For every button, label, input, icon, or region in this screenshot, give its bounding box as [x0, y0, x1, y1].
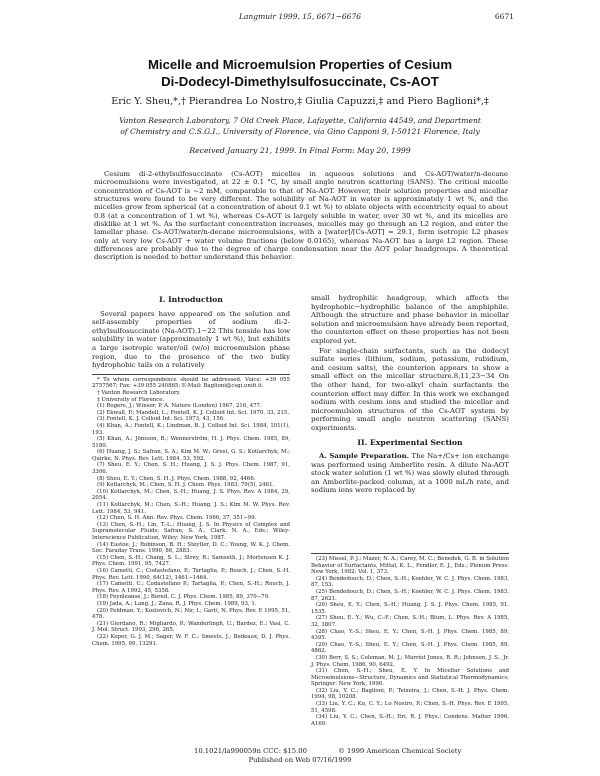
- title-line-2: Di-Dodecyl-Dimethylsulfosuccinate, Cs-AOT: [161, 74, 439, 89]
- footnotes-right: [311, 553, 509, 727]
- reference: (20) Feldman, Y.; Kozlovich, N.; Nir, I.; Garti, N. Phys. Rev. E 1995, 51, 478.: [92, 607, 290, 621]
- reference: (33) Liu, Y. C.; Ku, C. Y.; Lo Nostro, P.; Chen, S.-H. Phys. Rev. E 1995, 51, 4598.: [311, 701, 509, 714]
- reference: (30) Berr, S. S.; Coleman, M. J.; Marriot Jones, R. R.; Johnson, J. S., Jr. J. Phys. Chem. 1986, 90, 6492.: [311, 654, 509, 668]
- footnote: * To whom correspondence should be addressed. Voice: +39 055 2757567; Fax: +39 055 240865; E-Mail: Baglioni@csgi.unifi.it.: [92, 376, 290, 390]
- reference: (6) Huang, J. S.; Safran, S. A.; Kim M. W.; Grest, G. S.; Kotlarchyk, M.; Quirke, N. Phys. Rev. Lett. 1984, 53, 592.: [92, 449, 290, 462]
- reference: (23) Missel, P. J.; Mazer, N. A.; Carey, M. C.; Benedek, G. B. in Solution Behavior of Surfactants, Mittal, K. L., Fendler, E. J., Eds.; Plenum Press: New York, 1982; Vol. 1, 373.: [311, 556, 509, 576]
- intro-continued-paragraph: small hydrophilic headgroup, which affects the hydrophobic−hydrophilic balance of the amphiphile. Although the structure and phase behavior in micellar solution and microemulsion have already been reported, the counterion effect on these properties has not been explored yet.: [311, 294, 509, 345]
- title-line-1: Micelle and Microemulsion Properties of Cesium: [147, 57, 453, 72]
- subsection-title: A. Sample Preparation.: [319, 452, 410, 461]
- affiliation-line-1: Vanton Research Laboratory, 7 Old Creek Place, Lafayette, California 44549, and Department: [119, 116, 481, 125]
- doi-price: 10.1021/la990059n CCC: $15.00: [194, 747, 307, 755]
- reference: (8) Sheu, E. Y.; Chen, S. H. J. Phys. Chem. 1988, 92, 4466.: [97, 475, 256, 482]
- reference: (5) Khan, A.; Jönsson, B.; Wennerström, H. J. Phys. Chem. 1985, 89, 5180.: [92, 436, 290, 449]
- journal-citation: Langmuir 1999, 15, 6671−6676: [238, 12, 362, 21]
- publication-date: Published on Web 07/16/1999: [248, 756, 352, 764]
- page-number: 6671: [494, 12, 514, 21]
- reference: (18) Feynleanse, J.; Bored, C. J. Phys. Chem. 1985, 89, 370−79.: [97, 594, 270, 601]
- reference: (17) Cametti, C.; Codastefano P.; Tartaglia, P.; Chen, S.-H.; Rouch, J. Phys. Rev. A 1992, 45, 5358.: [92, 581, 290, 594]
- left-column: [92, 294, 290, 647]
- reference: (1) Rogers, J.; Winsor, P. A. Nature (London) 1967, 216, 477.: [97, 403, 262, 410]
- affiliation-line-2: of Chemistry and C.S.G.I., University of Florence, via Gino Capponi 9, I-50121 Florence, Italy: [120, 126, 480, 136]
- reference: (12) Chen, S. H. Ann. Rev. Phys. Chem. 1986, 37, 351−99.: [97, 515, 257, 522]
- running-head: [0, 10, 600, 24]
- section-heading-introduction: I. Introduction: [159, 295, 223, 304]
- sample-preparation-text: The Na+/Cs+ ion exchange was performed using Amberlite resin. A dilute Na-AOT stock water solution (1 wt %) was slowly eluted through an Amberlite-packed column, at a 1000 mL/h rate, and sodium ions were replaced by: [311, 452, 509, 495]
- right-column: [311, 294, 509, 496]
- reference: (15) Chen, S.-H.; Chang, S. L.; Strey, R.; Samseth, J.; Mortensen K. J. Phys. Chem. 1991, 95, 7427.: [92, 554, 290, 568]
- article-title: [0, 56, 600, 90]
- footnote: ‡ University of Florence.: [97, 396, 165, 403]
- received-dates: Received January 21, 1999. In Final Form: May 20, 1999: [189, 146, 411, 155]
- reference: (26) Sheu, E. Y.; Chen, S.-H.; Huang, J. S. J. Phys. Chem. 1985, 91, 1535.: [311, 602, 509, 615]
- reference: (9) Kotlarchyk, M.; Chen, S. H. J. Chem. Phys. 1983, 79(5), 2461.: [97, 482, 275, 489]
- footnote-divider: [311, 553, 509, 554]
- reference: (16) Cametti, C.; Codastefano, P.; Tartaglia, P.; Rouch, J.; Chen, S.-H. Phys. Rev. Lett. 1990, 64(12), 1461−1464.: [92, 567, 290, 581]
- reference: (31) Chen, S.-H.; Sheu, E. Y. In Micellar Solutions and Microemulsions−Structure, Dynamics and Statistical Thermodynamics; Springer: New York, 1990.: [311, 668, 509, 688]
- footnotes-left: [92, 377, 290, 647]
- reference: (22) Koper, G. J. M.; Sager, W. F. C.; Smeets, J.; Bedeaux, D. J. Phys. Chem. 1995, 99, 13291.: [92, 633, 290, 647]
- footnote-divider: [92, 374, 290, 375]
- abstract: Cesium di-2-ethylsulfosuccinate (Cs-AOT) micelles in aqueous solutions and Cs-AOT/water/n-decane microemulsions were investigated, at 22 ± 0.1 °C, by small angle neutron scattering (SANS). The critical micelle concentration of Cs-AOT is ~2 mM, comparable to that of Na-AOT. However, their solution properties and micellar structures were found to be very different. The solubility of Na-AOT in water is approximately 1 wt %, and the micelles grow from spherical (at a concentration of about 0.1 wt %) to oblate objects with eccentricity equal to about 0.8 (at a concentration of 1 wt %), whereas Cs-AOT is largely soluble in water, over 30 wt %, and its micelles are disklike at 1 wt %. As the surfactant concentration increases, micelles may go through an L2 region, and enter the lamellar phase. Cs-AOT/water/n-decane microemulsions, with a [water]/[Cs-AOT] = 29.1, form isotropic L2 phases only at very low Cs-AOT + water volume fractions (below 0.0165), whereas Na-AOT has a large L2 region. These differences are probably due to the degree of charge condensation near the AOT polar headgroups. A theoretical description is needed to better understand this behavior.: [94, 170, 508, 262]
- copyright: © 1999 American Chemical Society: [338, 747, 462, 755]
- reference: (3) Fontell, K. J. Colloid Int. Sci. 1973, 43, 156.: [97, 416, 225, 423]
- intro-paragraph: Several papers have appeared on the solution and self-assembly properties of sodium di-2-ethylsulfosuccinate (Na-AOT).1−22 This tenside has low solubility in water (approximately 1 wt %), but exhibits a large isotropic water/oil (w/o) microemulsion phase region, due to the presence of the two bulky hydrophobic tails on a relatively: [92, 309, 290, 370]
- sample-preparation-paragraph: [311, 452, 509, 495]
- reference: (34) Liu, Y. C.; Chen, S.-H.; Itri, R. J. Phys.: Condens. Matter 1996, A169.: [311, 714, 509, 727]
- footnote: † Vanton Research Laboratory.: [97, 389, 181, 396]
- reference: (14) Eastoe, J.; Robinson, B. H.; Steytler, D. C.; Young, W. K. J. Chem. Soc. Faraday Trans. 1990, 86, 2883.: [92, 541, 290, 555]
- reference: (25) Bendedouch, D.; Chen, S.-H.; Koehler, W. C. J. Phys. Chem. 1983, 87, 2621.: [311, 588, 509, 602]
- reference: (2) Ekwall, P.; Mandell, L.; Fontell, K. J. Colloid Int. Sci. 1970, 33, 215.: [97, 409, 290, 416]
- intro-counterion-paragraph: For single-chain surfactants, such as the dodecyl sulfate series (lithium, sodium, potassium, rubidium, and cesium salts), the counterion appears to show a small effect on the micellar structure.8,11,23−34 On the other hand, for two-alkyl chain surfactants the counterion effect may differ. In this work we exchanged sodium with cesium ions and studied the micellar and microemulsion structures of the Cs-AOT system by performing small angle neutron scattering (SANS) experiments.: [311, 346, 509, 432]
- reference: (11) Kotlarchyk, M.; Chen, S.-H.; Huang, J. S.; Kim M. W. Phys. Rev. Lett. 1984, 53, 941.: [92, 502, 290, 515]
- affiliations: [96, 116, 504, 137]
- reference: (19) Jada, A.; Lang, J.; Zana, R. J. Phys. Chem. 1989, 93, 1.: [97, 600, 257, 607]
- reference: (28) Chao, Y.-S.; Sheu, E. Y.; Chen, S.-H. J. Phys. Chem. 1985, 89, 4395.: [311, 628, 509, 642]
- reference: (27) Sheu, E. Y.; Wu, C.-F.; Chen, S.-H.; Blum, L. Phys. Rev. A 1985, 32, 3807.: [311, 615, 509, 628]
- reference: (7) Sheu, E. Y.; Chen, S. H.; Huang, J. S. J. Phys. Chem. 1987, 91, 3306.: [92, 462, 290, 476]
- reference: (21) Giordano, R.; Migliardo, P.; Wanderlingh, U.; Bardez, E.; Vasi, C. J. Mol. Struct. 1993, 296, 265.: [92, 620, 290, 634]
- reference: (4) Khan, A.; Fontell, K.; Lindman, B. J. Colloid Int. Sci. 1984, 101(1), 193.: [92, 422, 290, 436]
- reference: (24) Bendedouch, D.; Chen, S.-H.; Koehler, W. C. J. Phys. Chem. 1983, 87, 153.: [311, 575, 509, 589]
- reference: (29) Chao, Y.-S.; Sheu, E. Y.; Chen, S.-H. J. Phys. Chem. 1985, 89, 4862.: [311, 641, 509, 655]
- author-list: Eric Y. Sheu,*,† Pierandrea Lo Nostro,‡ Giulia Capuzzi,‡ and Piero Baglioni*,‡: [111, 96, 489, 107]
- reference: (10) Kotlarchyk, M.; Chen, S.-H.; Huang, J. S. Phys. Rev. A 1984, 29, 2054.: [92, 488, 290, 502]
- reference: (32) Liu, Y. C.; Baglioni, P.; Teixeira, J.; Chen, S.-H. J. Phys. Chem. 1994, 98, 10208.: [311, 687, 509, 701]
- section-heading-experimental: II. Experimental Section: [357, 437, 463, 447]
- reference: (13) Chen, S.-H.; Lin, T.-L.; Huang, J. S. In Physics of Complex and Supramolecular Fluids; Safran, S. A., Clark. N. A., Eds.; Wiley-Interscience Publication, Wiley: New York, 1987.: [92, 521, 290, 541]
